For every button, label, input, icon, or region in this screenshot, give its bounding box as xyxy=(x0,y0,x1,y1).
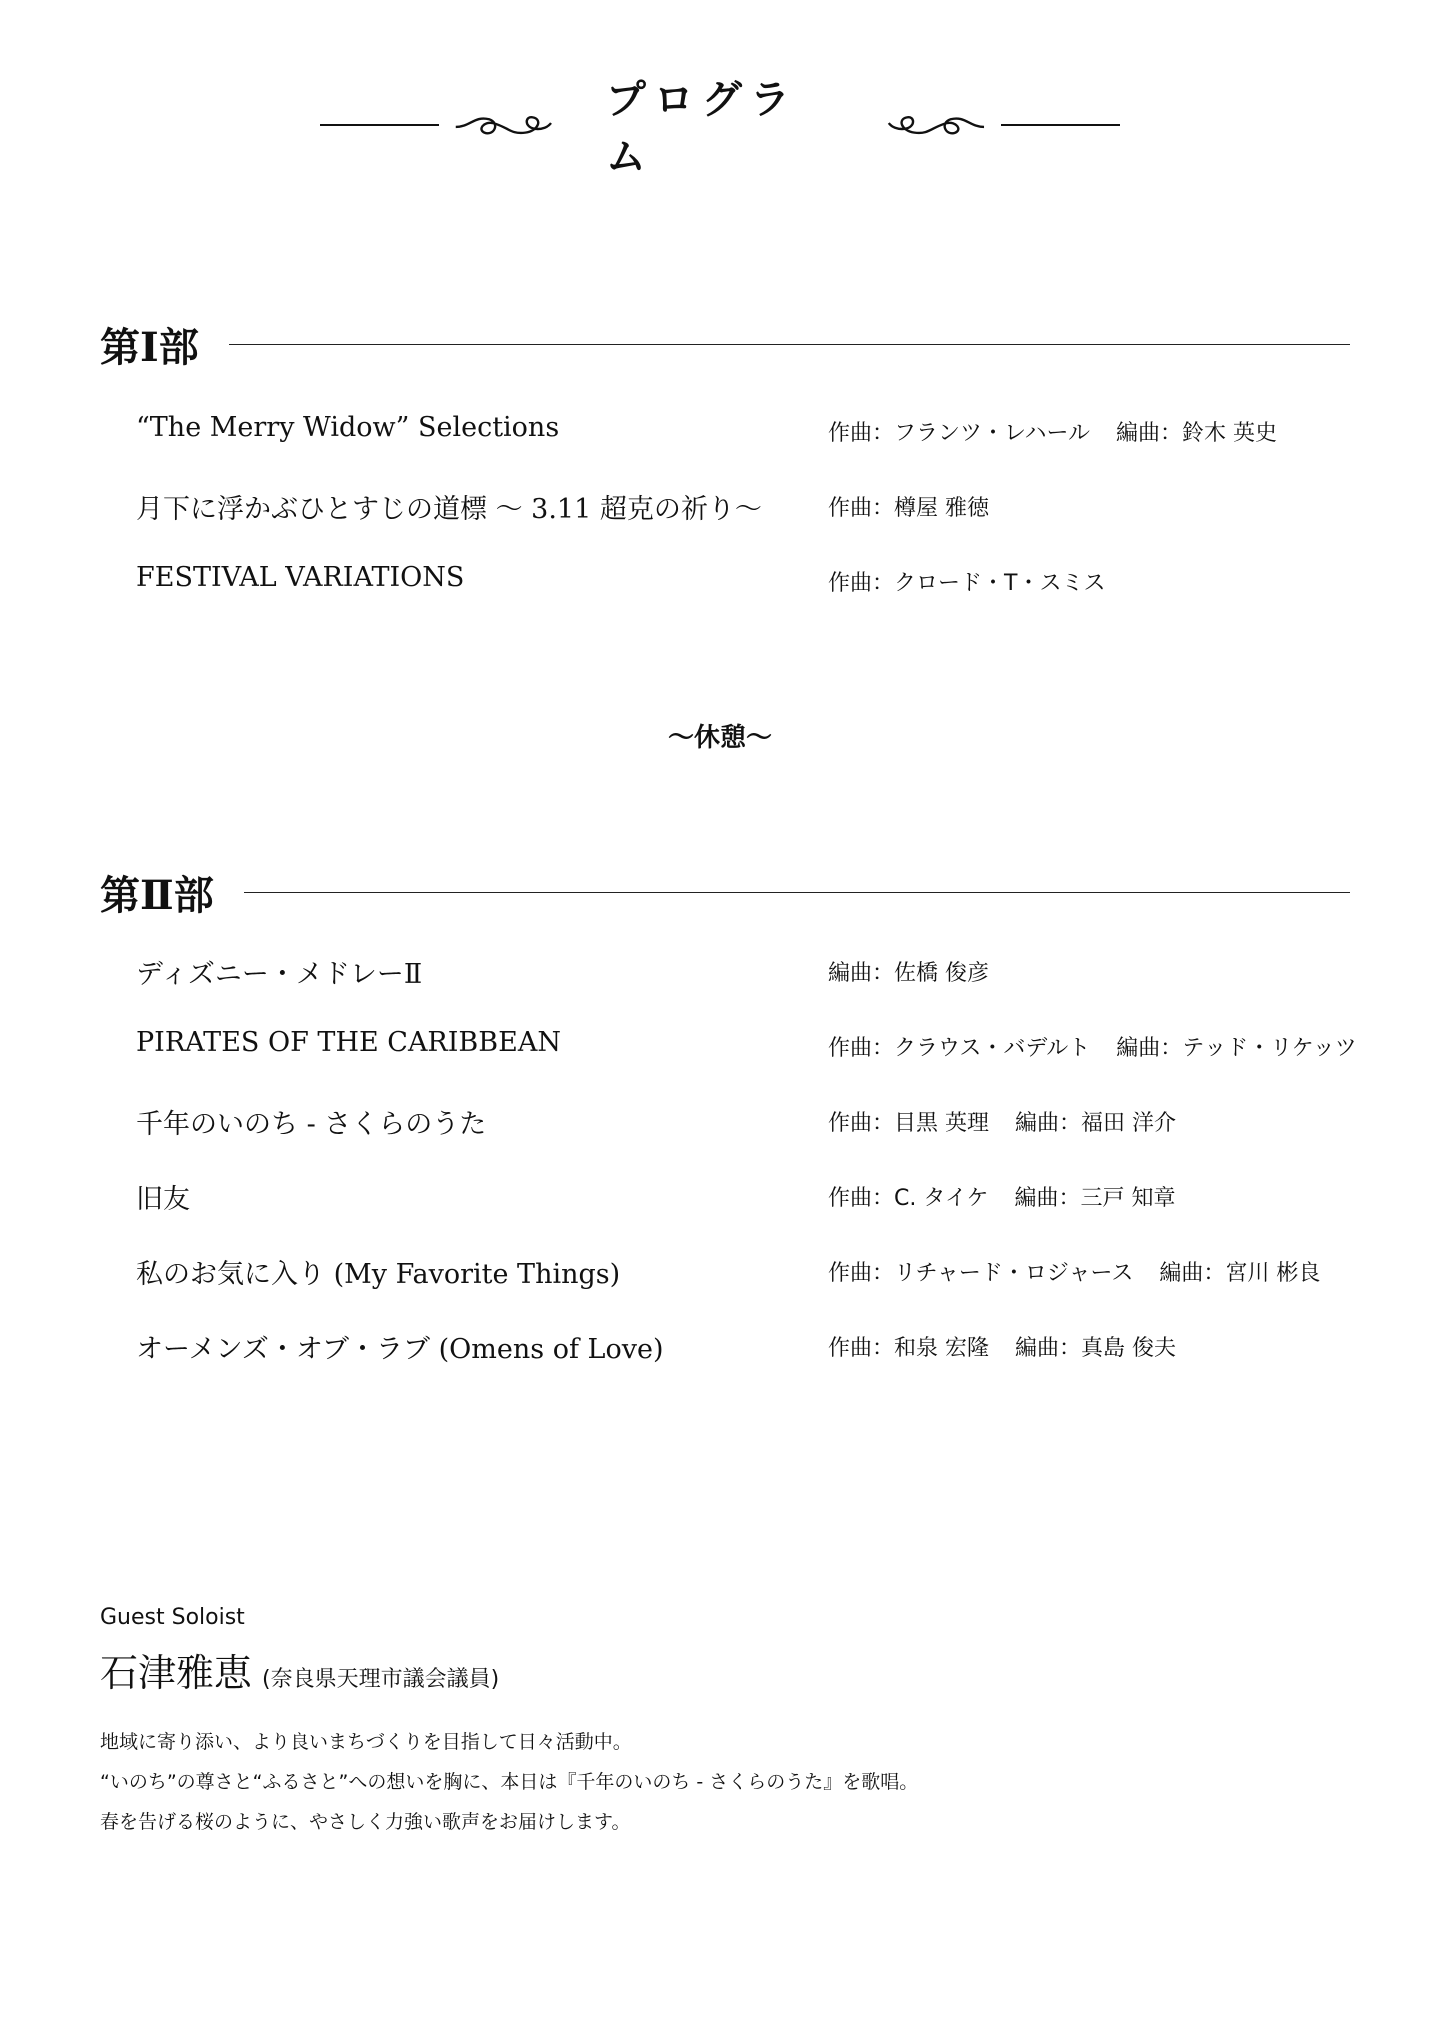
arranger-credit: 編曲：鈴木 英史 xyxy=(1116,421,1278,446)
composer-credit: 作曲：和泉 宏隆 xyxy=(828,1336,989,1361)
program-row xyxy=(136,1027,1357,1071)
arranger-credit: 編曲：宮川 彬良 xyxy=(1159,1261,1321,1286)
part2-header xyxy=(100,862,1350,922)
piece-credits xyxy=(828,491,989,522)
piece-title: FESTIVAL VARIATIONS xyxy=(136,562,465,593)
program-row xyxy=(136,412,1346,456)
piece-title: オーメンズ・オブ・ラブ (Omens of Love) xyxy=(136,1334,664,1365)
bio-line: 春を告げる桜のように、やさしく力強い歌声をお届けします。 xyxy=(100,1811,631,1833)
arranger-credit: 編曲：佐橋 俊彦 xyxy=(828,961,989,986)
piece-title: “The Merry Widow” Selections xyxy=(136,412,560,443)
program-row xyxy=(136,1327,1346,1371)
program-row xyxy=(136,1177,1346,1221)
part1-header xyxy=(100,314,1350,374)
composer-credit: 作曲：フランツ・レハール xyxy=(828,421,1091,446)
arranger-credit: 編曲：テッド・リケッツ xyxy=(1116,1036,1357,1061)
piece-credits xyxy=(828,1106,1176,1137)
piece-title: PIRATES OF THE CARIBBEAN xyxy=(136,1027,561,1058)
composer-credit: 作曲：目黒 英理 xyxy=(828,1111,989,1136)
flourish-right-icon xyxy=(884,105,989,145)
piece-credits xyxy=(828,566,1105,597)
composer-credit: 作曲：樽屋 雅徳 xyxy=(828,496,989,521)
title-rule-right xyxy=(1001,124,1120,126)
flourish-left-icon xyxy=(451,105,556,145)
part2-title: 第Ⅱ部 xyxy=(100,871,214,919)
bio-line: 地域に寄り添い、より良いまちづくりを目指して日々活動中。 xyxy=(100,1731,632,1753)
piece-title: ディズニー・メドレーⅡ xyxy=(136,959,423,990)
intermission: ～休憩～ xyxy=(667,723,772,753)
piece-credits xyxy=(828,1031,1357,1062)
guest-name-row xyxy=(100,1642,499,1697)
piece-credits xyxy=(828,416,1277,447)
piece-title: 千年のいのち - さくらのうた xyxy=(136,1109,487,1140)
composer-credit: 作曲：リチャード・ロジャース xyxy=(828,1261,1134,1286)
arranger-credit: 編曲：三戸 知章 xyxy=(1014,1186,1176,1211)
part1-title: 第Ⅰ部 xyxy=(100,323,199,371)
guest-bio xyxy=(100,1722,918,1842)
program-row xyxy=(136,952,1346,996)
piece-credits xyxy=(828,1331,1176,1362)
program-row xyxy=(136,562,1346,606)
piece-credits xyxy=(828,1256,1320,1287)
piece-title: 私のお気に入り (My Favorite Things) xyxy=(136,1259,621,1290)
piece-credits xyxy=(828,1181,1175,1212)
program-row xyxy=(136,1252,1346,1296)
part1-rule xyxy=(229,344,1350,345)
part2-rule xyxy=(244,892,1350,893)
arranger-credit: 編曲：真島 俊夫 xyxy=(1015,1336,1176,1361)
guest-name: 石津雅恵 xyxy=(100,1651,253,1695)
program-row xyxy=(136,1102,1346,1146)
composer-credit: 作曲：C. タイケ xyxy=(828,1186,989,1211)
arranger-credit: 編曲：福田 洋介 xyxy=(1015,1111,1176,1136)
bio-line: “いのち”の尊さと“ふるさと”への想いを胸に、本日は『千年のいのち - さくらのうた』を歌唱。 xyxy=(100,1771,919,1793)
composer-credit: 作曲：クラウス・バデルト xyxy=(828,1036,1091,1061)
page-title: プログラム xyxy=(605,76,798,180)
piece-title: 月下に浮かぶひとすじの道標 ～ 3.11 超克の祈り～ xyxy=(136,494,762,525)
guest-affiliation: (奈良県天理市議会議員) xyxy=(262,1667,500,1692)
program-row xyxy=(136,487,1346,531)
title-banner xyxy=(320,76,1120,180)
title-rule-left xyxy=(320,124,439,126)
piece-credits xyxy=(828,956,989,987)
piece-title: 旧友 xyxy=(136,1184,190,1215)
guest-label: Guest Soloist xyxy=(100,1605,245,1630)
composer-credit: 作曲：クロード・T・スミス xyxy=(828,571,1106,596)
